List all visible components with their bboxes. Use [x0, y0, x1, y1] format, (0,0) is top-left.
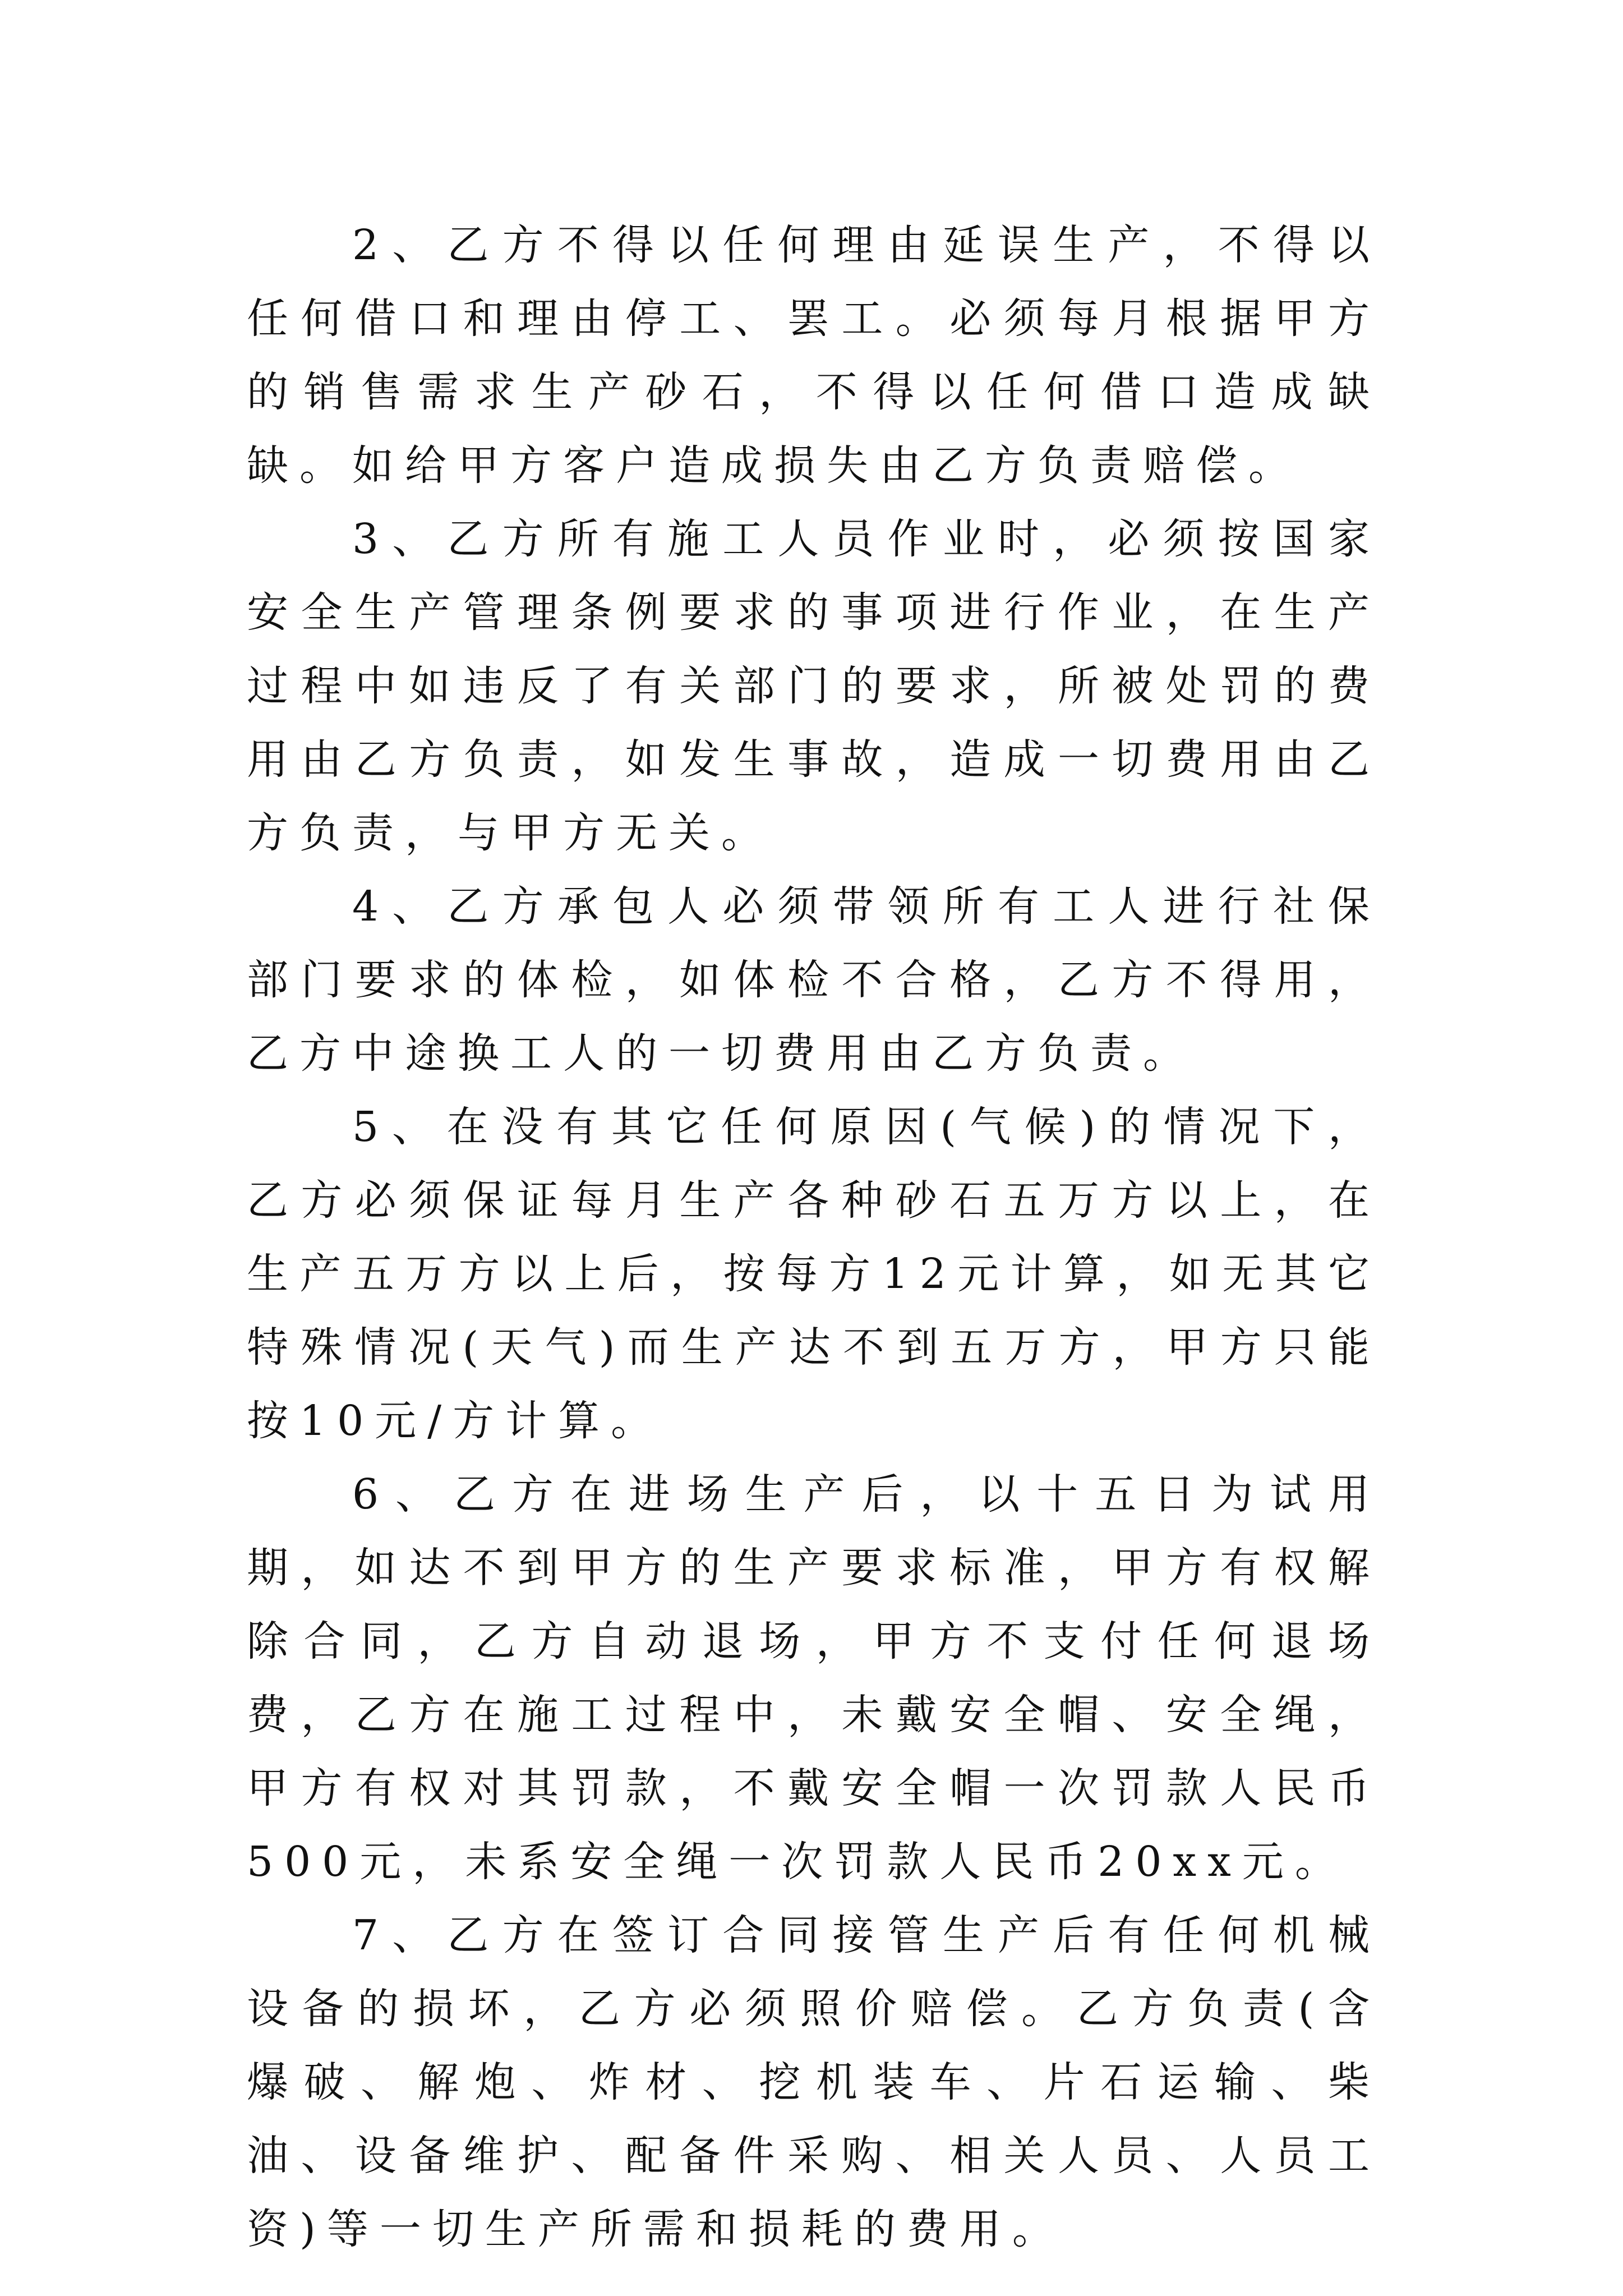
clause-7-paragraph: 7、乙方在签订合同接管生产后有任何机械设备的损坏，乙方必须照价赔偿。乙方负责(含爆破、解炮、炸材、挖机装车、片石运输、柴油、设备维护、配备件采购、相关人员、人员工资)等一切生产所需和损耗的费用。 [247, 1911, 1381, 2253]
clause-4-paragraph: 4、乙方承包人必须带领所有工人进行社保部门要求的体检，如体检不合格，乙方不得用，乙方中途换工人的一切费用由乙方负责。 [247, 882, 1381, 1078]
clause-3-paragraph: 3、乙方所有施工人员作业时，必须按国家安全生产管理条例要求的事项进行作业，在生产过程中如违反了有关部门的要求，所被处罚的费用由乙方负责，如发生事故，造成一切费用由乙方负责，与甲方无关。 [247, 515, 1381, 857]
document-body [247, 209, 1381, 2266]
clause-5-paragraph: 5、在没有其它任何原因(气候)的情况下，乙方必须保证每月生产各种砂石五万方以上，在生产五万方以上后，按每方12元计算，如无其它特殊情况(天气)而生产达不到五万方，甲方只能按10元/方计算。 [247, 1103, 1381, 1445]
clause-6-paragraph: 6、乙方在进场生产后，以十五日为试用期，如达不到甲方的生产要求标准，甲方有权解除合同，乙方自动退场，甲方不支付任何退场费，乙方在施工过程中，未戴安全帽、安全绳，甲方有权对其罚款，不戴安全帽一次罚款人民币500元，未系安全绳一次罚款人民币20xx元。 [247, 1470, 1381, 1886]
clause-2-paragraph: 2、乙方不得以任何理由延误生产，不得以任何借口和理由停工、罢工。必须每月根据甲方的销售需求生产砂石，不得以任何借口造成缺缺。如给甲方客户造成损失由乙方负责赔偿。 [247, 221, 1381, 490]
